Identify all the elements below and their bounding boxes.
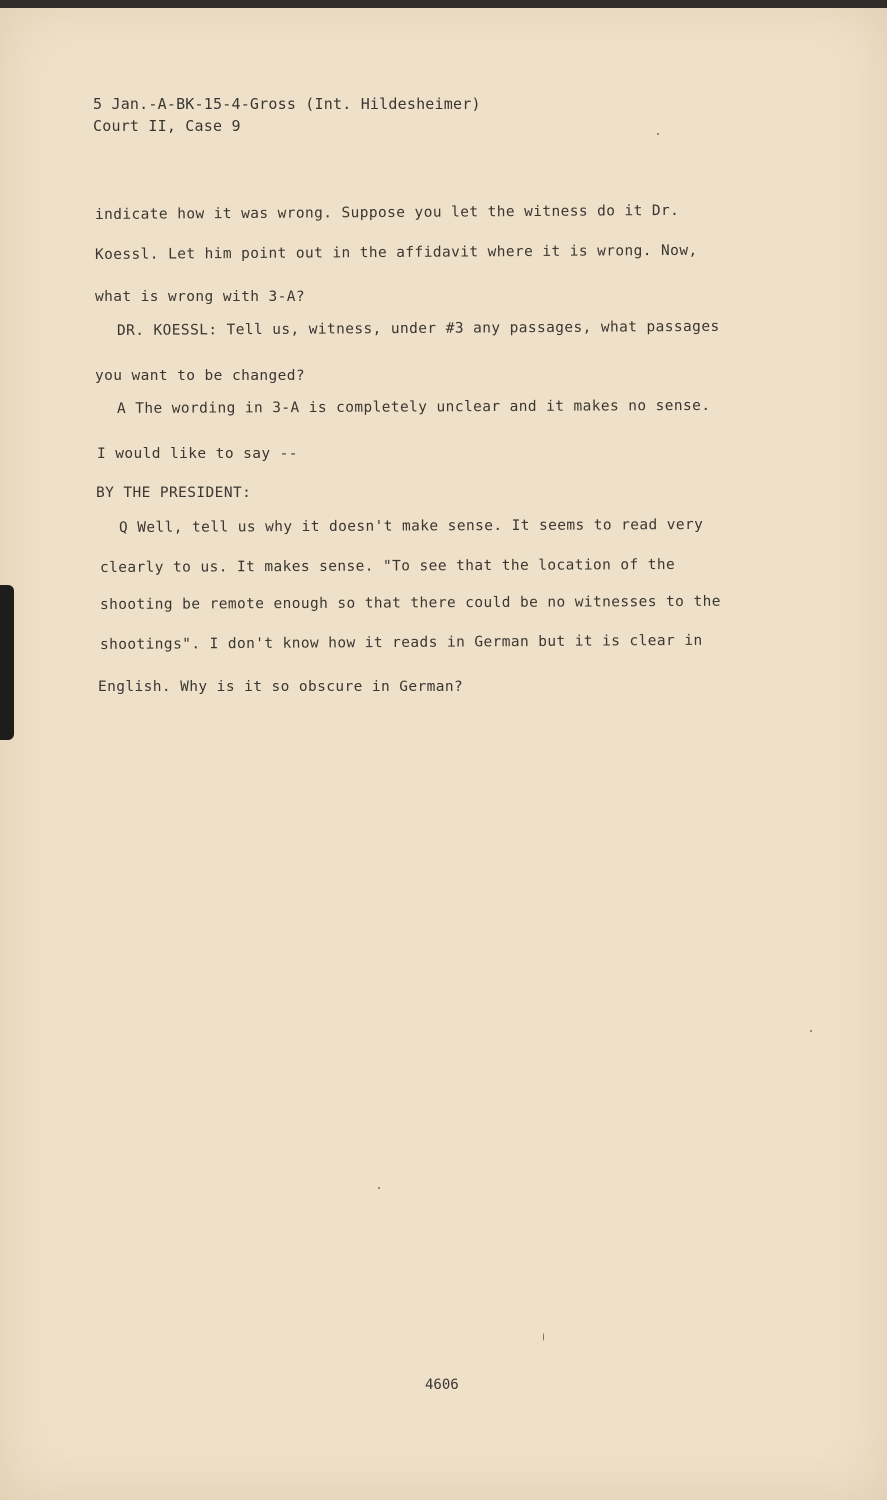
- transcript-line-13: English. Why is it so obscure in German?: [98, 679, 464, 695]
- transcript-line-11: shooting be remote enough so that there could be no witnesses to the: [99, 593, 721, 613]
- document-header: [93, 93, 481, 137]
- scan-border-top: [0, 0, 887, 8]
- transcript-line-7: I would like to say --: [97, 446, 298, 462]
- transcript-line-4: DR. KOESSL: Tell us, witness, under #3 any passages, what passages: [116, 318, 720, 339]
- paper-speck: [657, 133, 659, 135]
- header-reference-line: 5 Jan.-A-BK-15-4-Gross (Int. Hildesheimer): [93, 95, 481, 113]
- paper-speck: [810, 1030, 812, 1032]
- binding-clip: [0, 585, 14, 740]
- paper-mark: [543, 1333, 544, 1341]
- transcript-line-10: clearly to us. It makes sense. "To see that the location of the: [99, 556, 676, 576]
- transcript-line-12: shootings". I don't know how it reads in German but it is clear in: [99, 632, 703, 653]
- transcript-line-9: Q Well, tell us why it doesn't make sense. It seems to read very: [118, 516, 704, 536]
- transcript-line-2: Koessl. Let him point out in the affidavit where it is wrong. Now,: [94, 242, 698, 263]
- header-court-case-line: Court II, Case 9: [93, 117, 241, 135]
- paper-speck: [378, 1187, 380, 1189]
- transcript-line-3: what is wrong with 3-A?: [95, 289, 305, 305]
- page-number: 4606: [425, 1377, 459, 1393]
- transcript-line-8: BY THE PRESIDENT:: [96, 485, 252, 501]
- transcript-line-1: indicate how it was wrong. Suppose you let the witness do it Dr.: [94, 202, 680, 223]
- transcript-line-5: you want to be changed?: [95, 368, 305, 384]
- transcript-line-6: A The wording in 3-A is completely unclear and it makes no sense.: [116, 397, 711, 417]
